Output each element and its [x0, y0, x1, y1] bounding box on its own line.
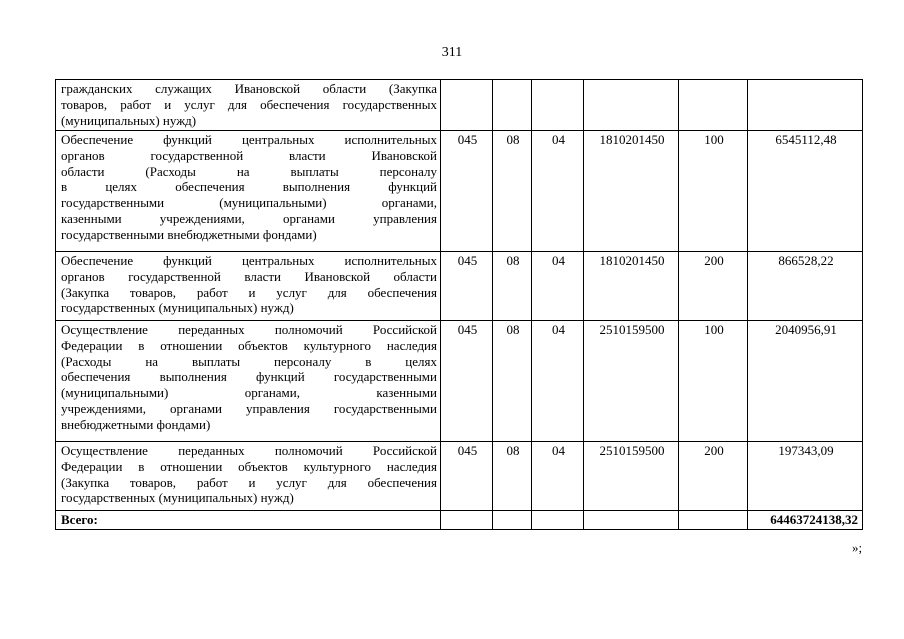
- total-label: Всего:: [56, 511, 441, 530]
- empty-cell: [532, 511, 584, 530]
- ministry-code: 045: [441, 321, 493, 442]
- description-line: Обеспечение функций центральных исполнительных: [61, 253, 437, 268]
- description-line: (Закупка товаров, работ и услуг для обеспечения: [61, 474, 437, 490]
- description-line: государственными внебюджетными фондами): [61, 226, 317, 242]
- total-amount: 64463724138,32: [748, 511, 863, 530]
- description-line: гражданских служащих Ивановской области (Закупка: [61, 81, 437, 96]
- description-line: государственными (муниципальными) органами,: [61, 195, 437, 211]
- row-description: [56, 442, 441, 511]
- expense-type-code: 200: [679, 252, 748, 321]
- ministry-code: 045: [441, 252, 493, 321]
- table-row: [56, 252, 863, 321]
- description-line: Осуществление переданных полномочий Российской: [61, 443, 437, 458]
- description-line: казенными учреждениями, органами управления: [61, 210, 437, 226]
- amount: 866528,22: [748, 252, 863, 321]
- description-line: государственных (муниципальных) нужд): [61, 490, 294, 506]
- page-number: 311: [441, 45, 463, 60]
- subsection-code: 04: [532, 131, 584, 252]
- expense-type-code: [679, 80, 748, 131]
- target-code: 2510159500: [584, 321, 679, 442]
- section-code: [493, 80, 532, 131]
- row-description: [56, 131, 441, 252]
- description-line: Федерации в отношении объектов культурного наследия: [61, 337, 437, 353]
- expense-type-code: 200: [679, 442, 748, 511]
- description-line: (муниципальными) органами, казенными: [61, 385, 437, 401]
- description-line: внебюджетными фондами): [61, 416, 211, 432]
- description-line: органов государственной власти Ивановской: [61, 147, 437, 163]
- description-line: обеспечения выполнения функций государственными: [61, 369, 437, 385]
- subsection-code: 04: [532, 442, 584, 511]
- description-line: в целях обеспечения выполнения функций: [61, 179, 437, 195]
- description-line: товаров, работ и услуг для обеспечения государственных: [61, 96, 437, 112]
- amount: [748, 80, 863, 131]
- table-body: [56, 80, 863, 530]
- subsection-code: [532, 80, 584, 131]
- expense-type-code: 100: [679, 321, 748, 442]
- amount: 197343,09: [748, 442, 863, 511]
- table-row: [56, 442, 863, 511]
- description-line: (Закупка товаров, работ и услуг для обеспечения: [61, 284, 437, 300]
- description-line: государственных (муниципальных) нужд): [61, 300, 294, 316]
- closing-quote-mark: »;: [852, 540, 863, 555]
- ministry-code: 045: [441, 131, 493, 252]
- empty-cell: [679, 511, 748, 530]
- ministry-code: 045: [441, 442, 493, 511]
- section-code: 08: [493, 321, 532, 442]
- section-code: 08: [493, 442, 532, 511]
- subsection-code: 04: [532, 321, 584, 442]
- target-code: 1810201450: [584, 131, 679, 252]
- subsection-code: 04: [532, 252, 584, 321]
- description-line: Федерации в отношении объектов культурного наследия: [61, 458, 437, 474]
- row-description: [56, 80, 441, 131]
- empty-cell: [441, 511, 493, 530]
- amount: 6545112,48: [748, 131, 863, 252]
- target-code: [584, 80, 679, 131]
- expense-type-code: 100: [679, 131, 748, 252]
- total-row: [56, 511, 863, 530]
- description-line: учреждениями, органами управления государственными: [61, 400, 437, 416]
- row-description: [56, 252, 441, 321]
- table-row: [56, 80, 863, 131]
- description-line: органов государственной власти Ивановской области: [61, 268, 437, 284]
- section-code: 08: [493, 252, 532, 321]
- description-line: области (Расходы на выплаты персоналу: [61, 163, 437, 179]
- row-description: [56, 321, 441, 442]
- amount: 2040956,91: [748, 321, 863, 442]
- budget-table: [55, 79, 863, 530]
- description-line: (Расходы на выплаты персоналу в целях: [61, 353, 437, 369]
- empty-cell: [584, 511, 679, 530]
- description-line: Осуществление переданных полномочий Российской: [61, 322, 437, 337]
- table-row: [56, 321, 863, 442]
- description-line: Обеспечение функций центральных исполнительных: [61, 132, 437, 147]
- table-row: [56, 131, 863, 252]
- description-line: (муниципальных) нужд): [61, 112, 197, 128]
- section-code: 08: [493, 131, 532, 252]
- target-code: 2510159500: [584, 442, 679, 511]
- target-code: 1810201450: [584, 252, 679, 321]
- empty-cell: [493, 511, 532, 530]
- ministry-code: [441, 80, 493, 131]
